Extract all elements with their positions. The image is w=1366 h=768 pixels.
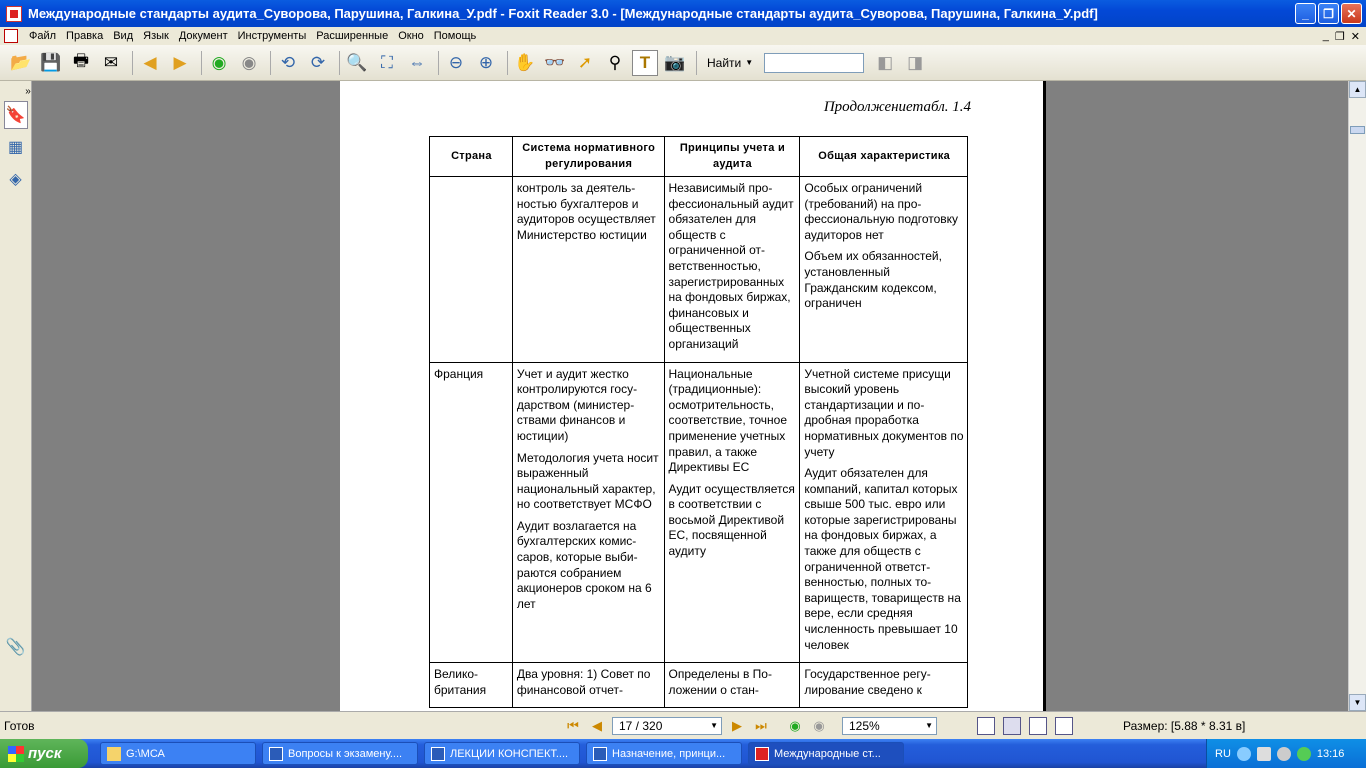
page-navigation — [564, 717, 828, 735]
continuous-facing-view-icon[interactable] — [1055, 717, 1073, 735]
network-icon[interactable] — [1257, 747, 1271, 761]
find-input[interactable] — [764, 53, 864, 73]
zoom-in-icon[interactable]: ⊕ — [478, 52, 494, 72]
last-page-icon[interactable]: ⏭ — [755, 717, 767, 733]
left-navigation-panel — [0, 81, 32, 711]
language-indicator[interactable]: RU — [1215, 747, 1231, 760]
taskbar-item-word-2[interactable] — [424, 742, 580, 765]
foxit-icon — [755, 747, 769, 761]
cell-country: Великобритания — [430, 663, 513, 708]
menu-view[interactable]: Вид — [113, 30, 134, 42]
table-row — [430, 362, 968, 663]
zoom-tool-icon[interactable]: 🔍 — [346, 52, 368, 72]
minimize-button[interactable]: _ — [1295, 3, 1316, 24]
menu-advanced[interactable]: Расширенные — [316, 30, 389, 42]
next-page-nav-icon[interactable]: ▶ — [732, 717, 742, 733]
taskbar-item-label: Международные ст... — [774, 747, 881, 760]
doc-restore-button[interactable]: ❐ — [1334, 30, 1345, 43]
zoom-level-value: 125% — [849, 718, 880, 733]
hand-tool-icon[interactable]: ✋ — [514, 52, 536, 72]
toolbar-separator — [339, 51, 340, 75]
close-button[interactable]: ✕ — [1341, 3, 1362, 24]
cell-paragraph: Государственное регулирование сведено к — [804, 667, 931, 697]
previous-page-icon[interactable]: ◀ — [143, 52, 157, 72]
cell-system — [512, 177, 664, 363]
cell-principles — [664, 362, 800, 663]
word-doc-icon — [431, 747, 445, 761]
cell-system — [512, 362, 664, 663]
scroll-down-icon[interactable]: ▼ — [1349, 694, 1366, 711]
text-select-icon[interactable]: T — [632, 50, 658, 76]
menu-help[interactable]: Помощь — [433, 30, 477, 42]
view-mode-buttons — [977, 717, 1073, 735]
rotate-left-icon[interactable]: ⟲ — [280, 52, 296, 72]
find-previous-icon[interactable]: ◧ — [877, 52, 894, 72]
prev-page-icon[interactable]: ◀ — [592, 717, 602, 733]
chevron-down-icon[interactable]: ▼ — [710, 721, 718, 730]
menu-window[interactable]: Окно — [398, 30, 424, 42]
history-forward-icon[interactable]: ◉ — [813, 717, 825, 733]
cell-paragraph: Объем их обязанностей, установленный Гражданским кодексом, ограничен — [804, 249, 942, 311]
menu-tools[interactable]: Инструменты — [237, 30, 307, 42]
window-title: Международные стандарты аудита_Суворова, Парушина, Галкина_У.pdf - Foxit Reader 3.0 - [Международные стандарты аудита_Суворова, Парушина, Галкина_У.pdf] — [28, 6, 1098, 21]
table-header-row — [430, 137, 968, 177]
cell-paragraph: Учет и аудит жестко контролируются государством (министерствами финансов и юстиции) — [516, 366, 638, 443]
taskbar-item-word-3[interactable] — [586, 742, 742, 765]
folder-icon — [107, 747, 121, 761]
email-icon[interactable]: ✉ — [103, 52, 119, 72]
page-size-readout: Размер: [5.88 * 8.31 в] — [1123, 718, 1246, 733]
toolbar-separator — [507, 51, 508, 75]
cell-paragraph: Национальные (традиционные): осмотрительность, соответствие, точное применение учетных правил, а также Директивы ЕС — [668, 366, 788, 475]
back-icon[interactable]: ◉ — [211, 52, 227, 72]
find-binoculars-icon[interactable]: ⚲ — [608, 52, 622, 72]
cell-general — [800, 663, 968, 708]
cell-paragraph: Учетной системе присущи высокий уровень стандартизации и подробная проработка нормативных документов по учету — [804, 366, 964, 459]
taskbar-item-label: ЛЕКЦИИ КОНСПЕКТ.... — [450, 747, 569, 760]
table-continuation-caption: Продолжениетабл. 1.4 — [823, 99, 971, 115]
taskbar-item-label: Назначение, принци... — [612, 747, 726, 760]
fit-page-icon[interactable]: ⛶ — [381, 52, 393, 72]
find-dropdown-icon[interactable]: ▼ — [745, 58, 754, 67]
reading-glasses-icon[interactable]: 👓 — [544, 52, 566, 72]
update-icon[interactable] — [1297, 747, 1311, 761]
scroll-thumb[interactable] — [1350, 126, 1365, 134]
cell-paragraph: Два уровня: 1) Совет по финансовой отчет- — [516, 667, 651, 697]
find-next-icon[interactable]: ◨ — [907, 52, 924, 72]
status-bar — [0, 711, 1366, 739]
header-country: Страна — [430, 137, 513, 177]
clock: 13:16 — [1316, 747, 1345, 760]
bookmarks-icon[interactable]: 🔖 — [4, 101, 28, 129]
next-page-icon[interactable]: ▶ — [173, 52, 187, 72]
page-number-field[interactable] — [612, 717, 722, 735]
cell-general — [800, 362, 968, 663]
document-viewport[interactable] — [32, 81, 1348, 711]
doc-close-button[interactable]: ✕ — [1350, 30, 1360, 43]
snapshot-camera-icon[interactable]: 📷 — [664, 52, 686, 72]
zoom-out-icon[interactable]: ⊖ — [448, 52, 464, 72]
cell-country — [430, 177, 513, 363]
toolbar-separator — [270, 51, 271, 75]
layers-icon[interactable]: ◈ — [9, 171, 22, 188]
foxit-app-icon[interactable] — [6, 6, 22, 22]
taskbar-item-foxit[interactable] — [748, 742, 904, 765]
taskbar-item-folder[interactable] — [100, 742, 256, 765]
taskbar-item-label: Вопросы к экзамену.... — [288, 747, 403, 760]
word-doc-icon — [593, 747, 607, 761]
taskbar-item-label: G:\МСА — [126, 747, 165, 760]
attachments-icon[interactable]: 📎 — [5, 639, 26, 656]
menu-file[interactable]: Файл — [29, 30, 57, 42]
cell-paragraph: Аудит осуществляется в соответствии с восьмой Директивой ЕС, посвященной аудиту — [668, 481, 795, 559]
toolbar-separator — [201, 51, 202, 75]
cell-paragraph: Особых ограничений (требований) на профессиональную подготовку аудиторов нет — [804, 181, 959, 242]
single-page-view-icon[interactable] — [977, 717, 995, 735]
start-label: пуск — [28, 745, 62, 762]
cell-general — [800, 177, 968, 363]
word-doc-icon — [269, 747, 283, 761]
cell-principles — [664, 663, 800, 708]
cell-principles — [664, 177, 800, 363]
find-label[interactable]: Найти — [707, 55, 742, 70]
menu-language[interactable]: Язык — [143, 30, 169, 42]
doc-minimize-button[interactable]: _ — [1322, 29, 1329, 42]
pdf-page — [340, 81, 1046, 711]
volume-icon[interactable] — [1277, 747, 1291, 761]
table-row — [430, 663, 968, 708]
open-folder-icon[interactable]: 📂 — [10, 52, 32, 72]
cell-system — [512, 663, 664, 708]
menu-document[interactable]: Документ — [178, 30, 228, 42]
tray-arrow-icon[interactable] — [1237, 747, 1251, 761]
expand-panel-icon[interactable]: » — [25, 85, 31, 97]
facing-view-icon[interactable] — [1029, 717, 1047, 735]
select-tool-icon[interactable]: ➚ — [577, 52, 593, 72]
scroll-up-icon[interactable]: ▲ — [1349, 81, 1366, 98]
toolbar-separator — [132, 51, 133, 75]
rotate-right-icon[interactable]: ⟳ — [310, 52, 326, 72]
history-back-icon[interactable]: ◉ — [789, 717, 801, 733]
forward-icon[interactable]: ◉ — [241, 52, 257, 72]
status-ready: Готов — [4, 718, 35, 733]
windows-taskbar — [0, 739, 1366, 768]
title-bar — [0, 0, 1366, 27]
header-principles: Принципы учета и аудита — [664, 137, 800, 177]
cell-paragraph: контроль за деятельностью бухгалтеров и аудиторов осуществляет Министерство юстиции — [516, 181, 656, 242]
system-tray — [1206, 739, 1366, 768]
windows-flag-icon — [8, 746, 24, 762]
cell-paragraph: Аудит возлагается на бухгалтерских комиссаров, которые выбираются собранием акционеров сроком на 6 лет — [516, 518, 652, 611]
zoom-level-field[interactable] — [842, 717, 937, 735]
table-row — [430, 177, 968, 363]
cell-paragraph: Методология учета носит выраженный национальный характер, но соответствует МСФО — [516, 450, 659, 512]
menu-edit[interactable]: Правка — [66, 30, 104, 42]
taskbar-item-word-1[interactable] — [262, 742, 418, 765]
document-icon[interactable] — [4, 29, 18, 43]
chevron-down-icon[interactable]: ▼ — [925, 721, 933, 730]
menu-bar — [0, 27, 1366, 45]
toolbar-separator — [696, 51, 697, 75]
cell-paragraph: Аудит обязателен для компаний, капитал которых свыше 500 тыс. евро или которые зарегистрированы на фондовых биржах, а также для обществ с ограниченной ответственностью, полных товариществ, товариществ на вере, если средняя численность превышает 10 человек — [804, 466, 961, 652]
toolbar-separator — [438, 51, 439, 75]
start-button[interactable] — [0, 739, 88, 768]
save-icon[interactable]: 💾 — [40, 52, 62, 72]
continuous-view-icon[interactable] — [1003, 717, 1021, 735]
first-page-icon[interactable]: ⏮ — [567, 717, 579, 733]
vertical-scrollbar[interactable] — [1348, 81, 1366, 711]
page-number-value: 17 / 320 — [619, 718, 663, 733]
maximize-button[interactable]: ❐ — [1318, 3, 1339, 24]
page-thumbnails-icon[interactable]: ▦ — [7, 139, 24, 156]
audit-standards-table — [429, 136, 968, 708]
toolbar — [0, 45, 1366, 81]
cell-country: Франция — [430, 362, 513, 663]
cell-paragraph: Определены в Положении о стан- — [668, 667, 772, 697]
cell-paragraph: Независимый профессиональный аудит обязателен для обществ с ограниченной ответственностью, зарегистрированных на фондовых биржах, финансовых и общественных организаций — [668, 181, 794, 351]
fit-width-icon[interactable]: ⇔ — [408, 52, 426, 72]
print-icon[interactable]: 🖶 — [72, 51, 90, 70]
header-general-characteristics: Общая характеристика — [800, 137, 968, 177]
header-regulation-system: Система нормативного регулирования — [512, 137, 664, 177]
